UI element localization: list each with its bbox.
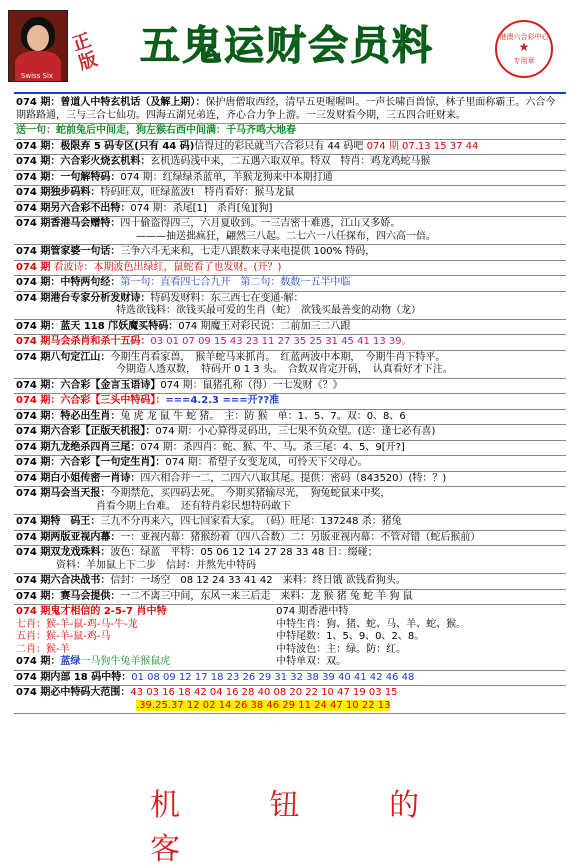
split-line: 074 期： bbox=[16, 656, 61, 667]
seal-stamp-icon: 港澳六合彩中心 ★ 专用章 bbox=[495, 20, 553, 78]
row-text: .39.25.37 12 02 14 26 38 46 29 11 24 47 10 22 13 bbox=[136, 699, 391, 711]
row-text: 第一句：直看四七合九开 第二句：数数一五半中临 bbox=[120, 277, 351, 288]
row-text: 四六相合并一二，二四六八取其尾。提供：密码（843520）(特：？) bbox=[140, 472, 447, 484]
table-row bbox=[14, 261, 566, 277]
photo-caption: Swiss Six bbox=[20, 72, 54, 80]
split-line: 中特单双：双。 bbox=[276, 656, 347, 667]
seal-bottom-text: 专用章 bbox=[513, 57, 535, 65]
split-line: 七肖：猴-羊-鼠-鸡-马-牛-龙 bbox=[16, 618, 138, 630]
split-line: 中特波色：主：绿。防：红。 bbox=[276, 643, 407, 655]
table-row bbox=[14, 351, 566, 379]
row-label: 074 期港台专家分析发财诗： bbox=[16, 292, 151, 304]
split-line: 中特生肖：狗、猪、蛇、马、羊、蛇、猴。 bbox=[276, 618, 467, 630]
split-line: 二肖：猴-羊 bbox=[16, 643, 70, 655]
row-text: 三争六斗无来和，七走八跟数来寻来电提供 100% 特码， bbox=[120, 246, 376, 257]
table-row bbox=[14, 124, 566, 140]
row-label: 074 期白小姐传密一肖诗： bbox=[16, 472, 141, 484]
row-text: 肖看今期上台难。 还有特肖彩民想特码敢下 bbox=[96, 500, 291, 512]
row-text: 送一句：蛇前兔后中间走，狗左猴右西中间满：千马齐鸣大地春 bbox=[16, 125, 296, 136]
row-label: 074 期：六合彩【金言玉语诗】 bbox=[16, 379, 161, 391]
table-row bbox=[14, 425, 566, 441]
row-label: 074 期九龙绝杀四肖三尾： bbox=[16, 441, 141, 453]
table-row bbox=[14, 531, 566, 547]
table-row bbox=[14, 456, 566, 472]
row-label: 074 期必中特码大范围： bbox=[16, 687, 131, 698]
page-title: 五鬼运财会员料 bbox=[140, 22, 434, 69]
row-label: 074 期 bbox=[16, 261, 51, 273]
row-text: 特码旺双，旺绿蓝波! 特肖看好：猴马龙鼠 bbox=[100, 187, 295, 198]
row-text: 074 期：希望子女变龙凤，可怜天下父母心。 bbox=[165, 457, 368, 468]
row-text: 兔 虎 龙 鼠 牛 蛇 猪。 主：防 猴 单：1、5、7。双：0、8、6 bbox=[120, 410, 406, 422]
row-label: 074 期马会当天报： bbox=[16, 488, 111, 499]
split-right bbox=[276, 606, 564, 669]
table-row bbox=[14, 472, 566, 488]
header-divider bbox=[14, 92, 566, 94]
row-label: 074 期两版亚视内幕： bbox=[16, 531, 121, 543]
seal-top-text: 港澳六合彩中心 bbox=[499, 33, 549, 41]
table-row bbox=[14, 394, 566, 410]
table-row bbox=[14, 202, 566, 218]
row-text: 玄机选码浅中来，二五遇六取双单。特双 特肖：鸡龙鸡蛇马猴 bbox=[150, 156, 431, 167]
split-left bbox=[16, 606, 276, 669]
table-row bbox=[14, 574, 566, 590]
row-label: 074 期：曾道人中特玄机话（及解上期）： bbox=[16, 97, 206, 108]
row-label: 074 期：六合彩【一句定生肖】： bbox=[16, 457, 166, 468]
row-label: 074 期：中特两句经： bbox=[16, 277, 121, 288]
table-row bbox=[14, 140, 566, 156]
row-label: 074 期特 码王： bbox=[16, 516, 101, 527]
content-table bbox=[14, 96, 566, 714]
table-row bbox=[14, 487, 566, 515]
row-label: 074 期：六合彩【三头中特码】： bbox=[16, 395, 166, 406]
row-label: 074 期马会杀肖和杀十五码： bbox=[16, 336, 151, 347]
row-text: 特码发财料：东三西七在变通·解： bbox=[150, 292, 304, 304]
row-text: 今期生肖看家兽， 猴羊蛇马来抓肖。 红蓝两波中本期， 今期牛肖下特平。 bbox=[110, 351, 446, 363]
row-label: 074 期独步码料： bbox=[16, 187, 101, 198]
row-text: 四十偷盗得四三，六月夏收到。一三吉密十难逃，江山又多娇。 bbox=[120, 218, 401, 229]
row-text: 074 期：鼠猪孔称（得）一七发财《？》 bbox=[160, 379, 343, 391]
row-label: 074 期：一句解特码： bbox=[16, 171, 121, 183]
table-row bbox=[14, 96, 566, 124]
row-label: 074 期：特必出生肖： bbox=[16, 410, 121, 422]
row-text: 074 期：小心算得灵码出，三七果不负众望。(送：逢七必有喜) bbox=[155, 426, 436, 437]
row-text: 信得过的彩民就当六合彩只有 44 码吧 bbox=[194, 140, 364, 152]
split-line: 074 期香港中特 bbox=[276, 606, 349, 617]
row-text: 03 01 07 09 15 43 23 11 27 35 25 31 45 41 13 39。 bbox=[150, 336, 412, 347]
row-text: 074 期：杀四肖：蛇、猴、牛、马。杀三尾：4、5、9[开?] bbox=[140, 441, 405, 453]
table-row bbox=[14, 245, 566, 261]
row-text: 今期造人透双数， 特码开 0 1 3 头。 合数双肯定开码， 认真看好才下注。 bbox=[116, 364, 453, 375]
row-text: ===4.2.3 ===开??准 bbox=[165, 395, 280, 406]
row-label: 074 期双龙戏珠料： bbox=[16, 547, 111, 558]
row-text: 信封：一场空 08 12 24 33 41 42 来料：终日饿 欲钱看狗头。 bbox=[110, 575, 406, 586]
table-row bbox=[14, 171, 566, 187]
row-extra: 074 期 07.13 15 37 44 bbox=[366, 140, 479, 152]
row-label: 074 期：蓝天 118 邝妖魔买特码： bbox=[16, 320, 179, 332]
table-row bbox=[14, 155, 566, 171]
row-label: 074 期管家婆一句话： bbox=[16, 246, 121, 257]
table-row bbox=[14, 379, 566, 395]
table-row bbox=[14, 590, 566, 606]
table-row bbox=[14, 276, 566, 292]
table-row bbox=[14, 320, 566, 336]
row-label: 074 期香港马会赠特： bbox=[16, 218, 121, 229]
split-line: 074 期鬼才相信的 2-5-7 肖中特 bbox=[16, 606, 167, 617]
bottom-caption: 机 钮 的 客 bbox=[150, 788, 460, 867]
row-text: 特选欲钱料：欲钱买最可爱的生肖（蛇） 欲钱买最善变的动物（龙） bbox=[116, 305, 421, 316]
row-text: ———抽送拙疯狂，翩然三八起。二七六一八任探布，四六高一倍。 bbox=[136, 230, 436, 242]
table-row bbox=[14, 686, 566, 714]
table-row bbox=[14, 441, 566, 457]
table-row bbox=[14, 671, 566, 687]
row-label: 074 期八句定江山： bbox=[16, 351, 111, 363]
split-line: 五肖：猴-羊-鼠-鸡-马 bbox=[16, 631, 111, 642]
table-row bbox=[14, 546, 566, 574]
split-line: 蓝绿 bbox=[60, 656, 81, 667]
row-text: 一二不离三中间，东风一来三后走 来料：龙 猴 猪 兔 蛇 羊 狗 鼠 bbox=[120, 590, 413, 602]
split-line: 一马狗牛兔羊猴鼠虎 bbox=[80, 656, 171, 667]
split-row bbox=[14, 605, 566, 671]
row-label: 074 期内部 18 码中特： bbox=[16, 671, 132, 683]
row-text: 今期禁危，买四码去死。 今期买猪输尽光， 狗兔蛇鼠来中奖， bbox=[110, 488, 391, 499]
row-text: 波色：绿蓝 平特：05 06 12 14 27 28 33 48 日：缀碰； bbox=[110, 547, 378, 558]
row-text: 一：亚视内幕：猪猴纷着（四八合数）二：另版亚视内幕：不管对错（蛇后猴前） bbox=[120, 531, 481, 543]
row-text: 资料：羊加鼠上下二步 信封：并熬先中特码 bbox=[56, 559, 256, 571]
row-text: 保护唐僧取西经，清早五更喔喔叫。一声长啸百兽惊，林子里面称霸王。六合今期路路通，三与三合七仙功。四海五湖兄弟连，齐心合力争上游。一三发财看今期，三五四合旺财来。 bbox=[16, 97, 556, 121]
split-line: 中特尾数：1、5、9、0、2、8。 bbox=[276, 631, 425, 642]
table-row bbox=[14, 217, 566, 245]
header bbox=[0, 0, 578, 92]
table-row bbox=[14, 515, 566, 531]
row-text: 074 期：红绿绿杀蓝单，羊猴龙狗来中本期打通 bbox=[120, 171, 333, 183]
row-text: 三九不分再来六，四七回家看大家。 （码）旺尾：137248 杀：猪兔 bbox=[100, 516, 402, 527]
row-label: 074 期六合决战书： bbox=[16, 575, 111, 586]
table-row bbox=[14, 292, 566, 320]
row-label: 074 期：极限弃 5 码专区(只有 44 码) bbox=[16, 140, 195, 152]
row-text: 074 期魔王对彩民说：二前加三二八跟 bbox=[178, 320, 351, 332]
table-row bbox=[14, 335, 566, 351]
zheng-stamp: 正版 bbox=[70, 29, 100, 75]
row-text: 43 03 16 18 42 04 16 28 40 08 20 22 10 47 19 03 15 bbox=[130, 687, 398, 698]
row-text: 01 08 09 12 17 18 23 26 29 31 32 38 39 40 41 42 46 48 bbox=[131, 671, 415, 683]
row-label: 074 期：六合彩火烧玄机料： bbox=[16, 156, 151, 167]
table-row bbox=[14, 410, 566, 426]
row-text: 看波诗：本期波色出绿红，鼠蛇看了也发财。(开？) bbox=[53, 261, 282, 273]
row-label: 074 期六合彩【正版天机报】： bbox=[16, 426, 156, 437]
row-label: 074 期另六合彩不出特： bbox=[16, 202, 131, 214]
row-text: 074 期：杀尾[1] 杀肖[兔][狗] bbox=[130, 202, 273, 214]
row-label: 074 期：赛马会提供： bbox=[16, 590, 121, 602]
table-row bbox=[14, 186, 566, 202]
